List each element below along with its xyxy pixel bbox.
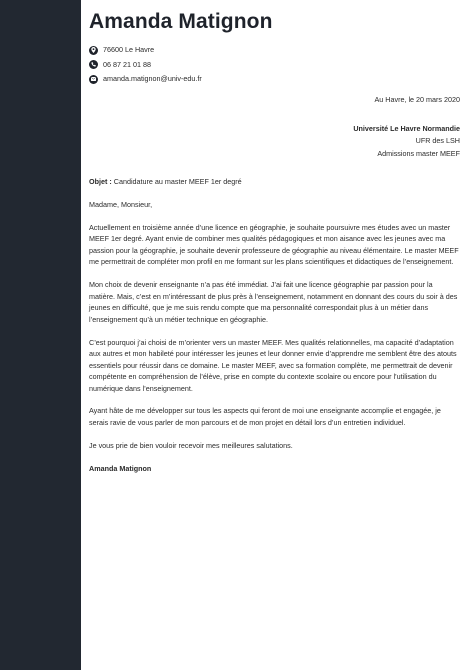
subject-text: Candidature au master MEEF 1er degré	[113, 177, 242, 186]
envelope-icon	[89, 75, 98, 84]
paragraph-qualities: C’est pourquoi j’ai choisi de m’orienter vers un master MEEF. Mes qualités relationnelles, ma capacité d’adaptation aux autres et mon habileté pour intéresser les jeunes et leur donner envie d’apprendre me semblent être des atouts essentiels pour réussir dans ce domaine. Le master MEEF, avec sa formation complète, me permettrait de devenir compétente en compréhension de l’élève, prise en compte du contexte scolaire ou encore pour l’utilisation du numérique dans l’enseignement.	[89, 337, 457, 393]
letter-date: Au Havre, le 20 mars 2020	[374, 95, 460, 104]
contact-email[interactable]: amanda.matignon@univ-edu.fr	[103, 74, 202, 83]
recipient-department: UFR des LSH	[415, 136, 460, 146]
location-pin-icon	[89, 46, 98, 55]
contact-block	[89, 43, 202, 87]
contact-phone: 06 87 21 01 88	[103, 59, 151, 69]
recipient-service: Admissions master MEEF	[377, 148, 460, 158]
sidebar-panel	[0, 0, 81, 670]
recipient-block	[353, 123, 460, 160]
contact-address-row	[89, 43, 202, 58]
paragraph-interview: Ayant hâte de me développer sur tous les aspects qui feront de moi une enseignante accomplie et engagée, je serais ravie de vous parler de mon parcours et de mon projet en détail lors d’un entretien individuel.	[89, 406, 441, 427]
closing-formula: Je vous prie de bien vouloir recevoir mes meilleures salutations.	[89, 440, 293, 450]
paragraph-motivation: Actuellement en troisième année d’une licence en géographie, je souhaite poursuivre mes études avec un master MEEF 1er degré. Ayant envie de combiner mes qualités pédagogiques et mon aisance avec les jeunes avec ma passion pour la géographie, je souhaite devenir professeure de géographie au niveau élémentaire. Le master MEEF me permettrait de compléter mon profil en me formant sur les plans scientifiques et didactiques de l’enseignement.	[89, 222, 459, 267]
recipient-organization: Université Le Havre Normandie	[353, 124, 460, 133]
paragraph-background: Mon choix de devenir enseignante n’a pas été immédiat. J’ai fait une licence géographie par passion pour la matière. Mais, c’est en m’intéressant de plus près à l’enseignement, notamment en donnant des cours du soir à des jeunes en difficulté, que je me suis rendu compte que ma personnalité correspondait plus à un métier dans l’enseignement qu’à un métier technique en géographie.	[89, 280, 458, 324]
greeting: Madame, Monsieur,	[89, 199, 153, 209]
signature: Amanda Matignon	[89, 463, 152, 473]
letter-body	[89, 176, 460, 486]
contact-phone-row	[89, 58, 202, 73]
author-name: Amanda Matignon	[89, 10, 273, 33]
contact-address: 76600 Le Havre	[103, 45, 155, 54]
subject-line	[89, 176, 460, 188]
phone-icon	[89, 60, 98, 69]
subject-label: Objet :	[89, 177, 112, 186]
letter-page	[89, 0, 460, 670]
contact-email-row	[89, 72, 202, 87]
